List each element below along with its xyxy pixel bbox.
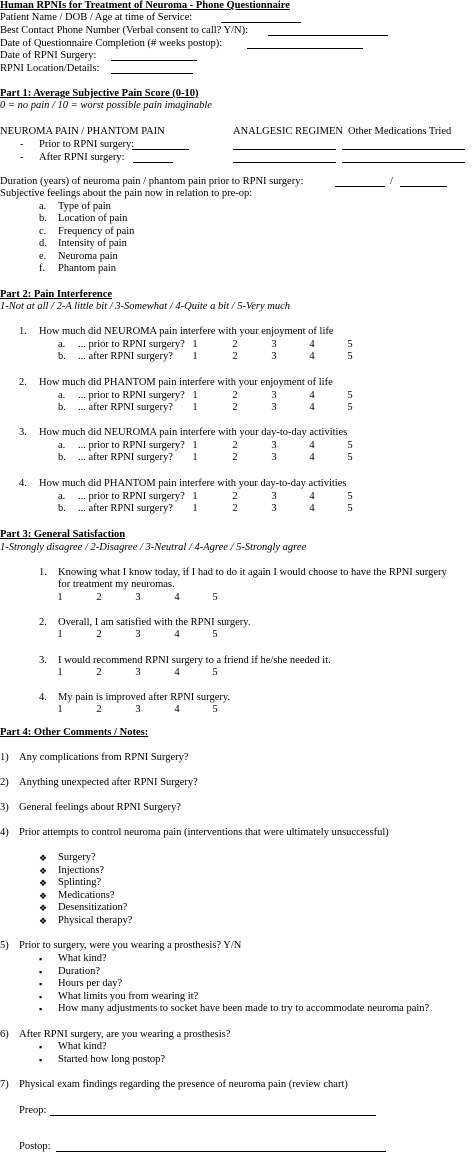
rating-option[interactable]: 4	[174, 592, 180, 603]
sub-letter: a.	[58, 390, 66, 401]
part4-heading: Part 4: Other Comments / Notes:	[0, 727, 149, 738]
rating-option[interactable]: 2	[232, 440, 238, 451]
rating-option[interactable]: 1	[192, 339, 198, 350]
rating-option[interactable]: 3	[271, 351, 277, 362]
rating-option[interactable]: 4	[174, 629, 180, 640]
rating-option[interactable]: 1	[57, 667, 63, 678]
phone-field[interactable]	[268, 35, 388, 36]
question-number: 4.	[39, 692, 47, 703]
rating-option[interactable]: 1	[57, 704, 63, 715]
part1-scale: 0 = no pain / 10 = worst possible pain imaginable	[0, 100, 212, 111]
interference-question: How much did PHANTOM pain interfere with your enjoyment of life	[39, 377, 333, 388]
after-rpni-label: ... after RPNI surgery?	[78, 402, 173, 413]
question-number: 3.	[19, 427, 27, 438]
unexpected-question: Anything unexpected after RPNI Surgery?	[19, 777, 198, 788]
duration-slash: /	[390, 176, 393, 187]
prior-pain-field[interactable]	[132, 149, 189, 150]
q-number: 7)	[0, 1079, 9, 1090]
rating-option[interactable]: 4	[309, 390, 315, 401]
complications-question: Any complications from RPNI Surgery?	[19, 752, 189, 763]
completion-date-field[interactable]	[247, 48, 363, 49]
part1-heading: Part 1: Average Subjective Pain Score (0-10)	[0, 88, 199, 99]
postop-field[interactable]	[56, 1151, 386, 1152]
interference-question: How much did PHANTOM pain interfere with your day-to-day activities	[39, 478, 347, 489]
satisfaction-question: I would recommend RPNI surgery to a friend if he/she needed it.	[58, 655, 331, 666]
rating-option[interactable]: 3	[135, 592, 141, 603]
duration-phantom-field[interactable]	[400, 186, 447, 187]
q-number: 3)	[0, 802, 9, 813]
rating-option[interactable]: 4	[309, 402, 315, 413]
satisfaction-question: Overall, I am satisfied with the RPNI surgery.	[58, 617, 251, 628]
rating-option[interactable]: 1	[192, 503, 198, 514]
rating-option[interactable]: 2	[232, 503, 238, 514]
rating-option[interactable]: 1	[192, 491, 198, 502]
question-number: 2.	[39, 617, 47, 628]
rating-option[interactable]: 4	[309, 452, 315, 463]
after-rpni-label: ... after RPNI surgery?	[78, 503, 173, 514]
rating-option[interactable]: 3	[271, 339, 277, 350]
bullet-icon: ▪	[39, 1042, 43, 1052]
list-letter: a.	[39, 201, 47, 212]
surgery-date-label: Date of RPNI Surgery:	[0, 50, 97, 61]
physical-exam-question: Physical exam findings regarding the presence of neuroma pain (review chart)	[19, 1079, 348, 1090]
rating-option[interactable]: 1	[192, 390, 198, 401]
other-meds-col-header: Other Medications Tried	[348, 126, 452, 137]
patient-name-label: Patient Name / DOB / Age at time of Service:	[0, 12, 193, 23]
rating-option[interactable]: 1	[57, 629, 63, 640]
feeling-item: Phantom pain	[58, 263, 117, 274]
rating-option[interactable]: 2	[232, 339, 238, 350]
bullet-icon: ▪	[39, 991, 43, 1002]
after-analgesic-field[interactable]	[233, 162, 336, 163]
rating-option[interactable]: 1	[192, 440, 198, 451]
question-number: 4.	[19, 478, 27, 489]
satisfaction-question: My pain is improved after RPNI surgery.	[58, 692, 231, 703]
rating-option[interactable]: 4	[309, 440, 315, 451]
rating-option[interactable]: 5	[347, 452, 353, 463]
rating-option[interactable]: 5	[212, 629, 218, 640]
question-number: 3.	[39, 655, 47, 666]
sub-letter: b.	[58, 503, 66, 514]
rating-option[interactable]: 3	[271, 491, 277, 502]
prosthesis-item: Hours per day?	[58, 978, 123, 989]
feeling-item: Intensity of pain	[58, 238, 127, 249]
feeling-item: Frequency of pain	[58, 226, 135, 237]
rating-option[interactable]: 4	[309, 339, 315, 350]
question-number: 1.	[19, 326, 27, 337]
prosthesis-after-question: After RPNI surgery, are you wearing a prosthesis?	[19, 1029, 231, 1040]
part2-heading: Part 2: Pain Interference	[0, 289, 113, 300]
preop-label: Preop:	[19, 1105, 47, 1116]
prior-analgesic-field[interactable]	[233, 149, 336, 150]
rating-option[interactable]: 5	[347, 390, 353, 401]
q-number: 5)	[0, 940, 9, 951]
bullet-icon: ❖	[39, 890, 48, 901]
prosthesis-item: What kind?	[58, 1041, 107, 1052]
bullet-icon: ❖	[39, 878, 48, 888]
rating-option[interactable]: 2	[232, 390, 238, 401]
intervention-item: Surgery?	[58, 852, 96, 863]
question-number: 1.	[39, 567, 47, 578]
after-rpni-label: ... after RPNI surgery?	[78, 452, 173, 463]
phone-label: Best Contact Phone Number (Verbal consent to call? Y/N):	[0, 25, 249, 36]
rating-option[interactable]: 5	[212, 667, 218, 678]
after-pain-field[interactable]	[133, 162, 173, 163]
duration-label: Duration (years) of neuroma pain / phantom pain prior to RPNI surgery:	[0, 176, 304, 187]
part3-heading: Part 3: General Satisfaction	[0, 529, 126, 540]
feeling-item: Location of pain	[58, 213, 128, 224]
rating-option[interactable]: 2	[232, 351, 238, 362]
rating-option[interactable]: 3	[135, 629, 141, 640]
feelings-label: Subjective feelings about the pain now in relation to pre-op:	[0, 188, 253, 199]
rpni-location-field[interactable]	[111, 73, 193, 74]
bullet-icon: ❖	[39, 903, 48, 913]
rating-option[interactable]: 1	[192, 452, 198, 463]
rating-option[interactable]: 2	[232, 402, 238, 413]
prior-rpni-label: ... prior to RPNI surgery?	[78, 390, 185, 401]
rating-option[interactable]: 2	[96, 667, 102, 678]
q-number: 4)	[0, 827, 9, 838]
interference-question: How much did NEUROMA pain interfere with your day-to-day activities	[39, 427, 348, 438]
surgery-date-field[interactable]	[111, 60, 197, 61]
q-number: 1)	[0, 752, 9, 763]
list-letter: d.	[39, 238, 47, 249]
duration-neuroma-field[interactable]	[335, 186, 385, 187]
rpni-location-label: RPNI Location/Details:	[0, 63, 100, 74]
after-other-meds-field[interactable]	[342, 162, 465, 163]
rating-option[interactable]: 2	[96, 629, 102, 640]
rating-option[interactable]: 5	[347, 402, 353, 413]
prosthesis-item: What limits you from wearing it?	[58, 990, 199, 1002]
bullet-icon: ▪	[39, 966, 43, 977]
sub-letter: a.	[58, 339, 66, 350]
dash-marker: -	[20, 152, 24, 163]
rating-option[interactable]: 1	[192, 402, 198, 413]
bullet-icon: ❖	[39, 853, 48, 863]
prosthesis-prior-question: Prior to surgery, were you wearing a prosthesis? Y/N	[19, 940, 242, 951]
rating-option[interactable]: 1	[192, 351, 198, 362]
rating-option[interactable]: 5	[347, 440, 353, 451]
rating-option[interactable]: 2	[96, 704, 102, 715]
rating-option[interactable]: 5	[347, 503, 353, 514]
rating-option[interactable]: 4	[309, 503, 315, 514]
rating-option[interactable]: 5	[212, 704, 218, 715]
rating-option[interactable]: 5	[347, 339, 353, 350]
neuroma-phantom-col-header: NEUROMA PAIN / PHANTOM PAIN	[0, 126, 165, 137]
preop-field[interactable]	[50, 1115, 376, 1116]
prosthesis-item: Duration?	[58, 965, 100, 977]
rating-option[interactable]: 2	[232, 452, 238, 463]
dash-marker: -	[20, 139, 24, 150]
prosthesis-item: How many adjustments to socket have been made to try to accommodate neuroma pain?	[58, 1003, 430, 1014]
prior-rpni-label: ... prior to RPNI surgery?	[78, 491, 185, 502]
satisfaction-question-cont: for treatment my neuromas.	[58, 579, 175, 590]
prior-rpni-label: Prior to RPNI surgery:	[39, 139, 135, 150]
sub-letter: a.	[58, 491, 66, 502]
sub-letter: a.	[58, 440, 66, 451]
bullet-icon: ❖	[39, 915, 48, 926]
question-number: 2.	[19, 377, 27, 388]
list-letter: f.	[39, 263, 46, 274]
intervention-item: Physical therapy?	[58, 914, 133, 926]
rating-option[interactable]: 4	[309, 491, 315, 502]
q-number: 2)	[0, 777, 9, 788]
intervention-item: Splinting?	[58, 877, 102, 888]
bullet-icon: ▪	[39, 954, 43, 964]
part2-scale: 1-Not at all / 2-A little bit / 3-Somewhat / 4-Quite a bit / 5-Very much	[0, 301, 290, 312]
after-rpni-label: ... after RPNI surgery?	[78, 351, 173, 362]
rating-option[interactable]: 1	[57, 592, 63, 603]
rating-option[interactable]: 3	[135, 667, 141, 678]
patient-name-field[interactable]	[221, 22, 301, 23]
rating-option[interactable]: 3	[271, 452, 277, 463]
bullet-icon: ▪	[39, 979, 43, 989]
part3-scale: 1-Strongly disagree / 2-Disagree / 3-Neutral / 4-Agree / 5-Strongly agree	[0, 542, 307, 553]
analgesic-col-header: ANALGESIC REGIMEN	[233, 126, 343, 137]
rating-option[interactable]: 2	[96, 592, 102, 603]
prosthesis-item: What kind?	[58, 953, 107, 964]
sub-letter: b.	[58, 402, 66, 413]
list-letter: c.	[39, 226, 47, 237]
rating-option[interactable]: 3	[271, 402, 277, 413]
rating-option[interactable]: 3	[135, 704, 141, 715]
rating-option[interactable]: 5	[347, 491, 353, 502]
rating-option[interactable]: 3	[271, 390, 277, 401]
prior-rpni-label: ... prior to RPNI surgery?	[78, 440, 185, 451]
list-letter: e.	[39, 251, 47, 262]
rating-option[interactable]: 2	[232, 491, 238, 502]
intervention-item: Injections?	[58, 864, 105, 876]
rating-option[interactable]: 3	[271, 503, 277, 514]
prosthesis-item: Started how long postop?	[58, 1053, 166, 1065]
rating-option[interactable]: 5	[212, 592, 218, 603]
rating-option[interactable]: 4	[309, 351, 315, 362]
satisfaction-question: Knowing what I know today, if I had to do it again I would choose to have the RPNI surgery	[58, 567, 447, 578]
rating-option[interactable]: 5	[347, 351, 353, 362]
form-title: Human RPNIs for Treatment of Neuroma - Phone Questionnaire	[0, 0, 290, 11]
general-feelings-question: General feelings about RPNI Surgery?	[19, 802, 181, 813]
interference-question: How much did NEUROMA pain interfere with your enjoyment of life	[39, 326, 334, 337]
sub-letter: b.	[58, 452, 66, 463]
feeling-item: Type of pain	[58, 201, 111, 212]
intervention-item: Medications?	[58, 889, 115, 901]
sub-letter: b.	[58, 351, 66, 362]
prior-rpni-label: ... prior to RPNI surgery?	[78, 339, 185, 350]
postop-label: Postop:	[19, 1141, 51, 1152]
completion-date-label: Date of Questionnaire Completion (# weeks postop):	[0, 38, 223, 49]
prior-attempts-question: Prior attempts to control neuroma pain (interventions that were ultimately unsuccessful)	[19, 827, 389, 838]
list-letter: b.	[39, 213, 47, 224]
after-rpni-label: After RPNI surgery:	[39, 152, 125, 163]
intervention-item: Desensitization?	[58, 902, 128, 913]
bullet-icon: ▪	[39, 1054, 43, 1065]
rating-option[interactable]: 4	[174, 667, 180, 678]
rating-option[interactable]: 3	[271, 440, 277, 451]
prior-other-meds-field[interactable]	[342, 149, 465, 150]
bullet-icon: ❖	[39, 865, 48, 876]
rating-option[interactable]: 4	[174, 704, 180, 715]
feeling-item: Neuroma pain	[58, 251, 118, 262]
bullet-icon: ▪	[39, 1004, 43, 1014]
q-number: 6)	[0, 1029, 9, 1040]
